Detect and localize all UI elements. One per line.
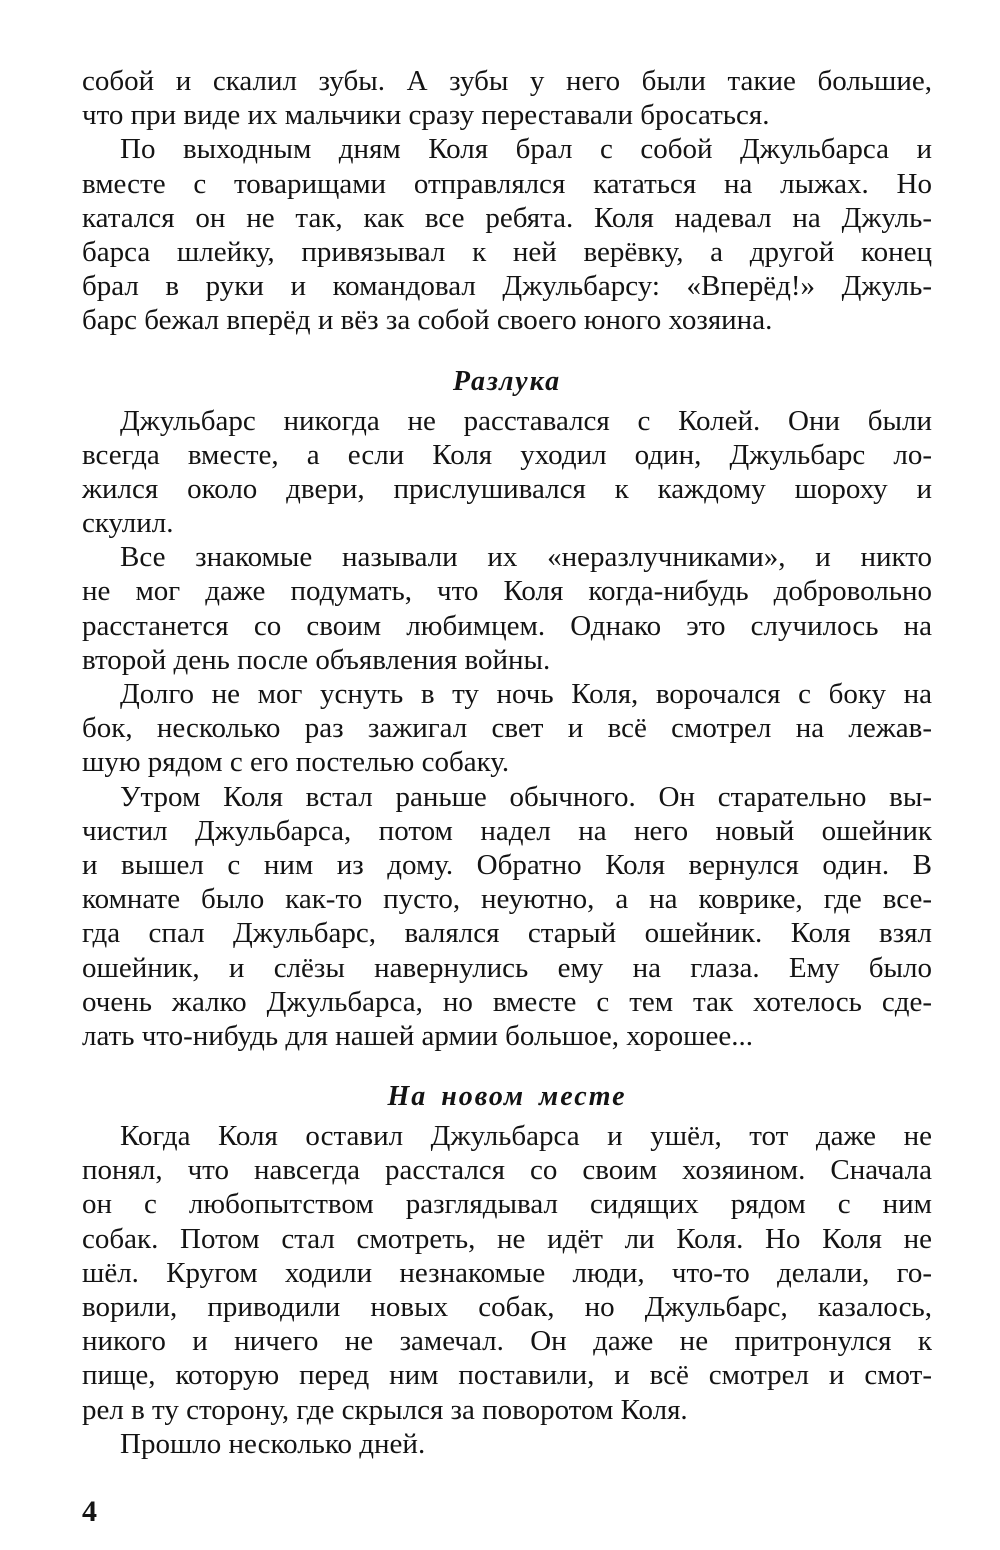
page-text <box>82 64 932 1461</box>
text-line: барс бежал вперёд и вёз за собой своего юного хозяина. <box>82 304 773 337</box>
text-line: ошейник, и слёзы навернулись ему на глаза. Ему было <box>82 951 932 984</box>
text-line: Прошло несколько дней. <box>120 1427 426 1460</box>
text-line: лать что-нибудь для нашей армии большое, хорошее... <box>82 1019 753 1052</box>
text-line: катался он не так, как все ребята. Коля надевал на Джуль- <box>82 201 932 234</box>
paragraph-days-passed <box>82 1427 932 1461</box>
text-line: Утром Коля встал раньше обычного. Он старательно вы- <box>120 780 932 813</box>
paragraph-sleepless-night <box>82 677 932 780</box>
text-line: гда спал Джульбарс, валялся старый ошейник. Коля взял <box>82 917 932 950</box>
text-line: барса шлейку, привязывал к ней верёвку, а другой конец <box>82 235 932 268</box>
text-line: не мог даже подумать, что Коля когда-нибудь добровольно <box>82 575 932 608</box>
page-number: 4 <box>82 1495 97 1528</box>
text-line: Джульбарс никогда не расставался с Колей. Они были <box>120 404 932 437</box>
text-line: собак. Потом стал смотреть, не идёт ли Коля. Но Коля не <box>82 1222 932 1255</box>
text-line: понял, что навсегда расстался со своим хозяином. Сначала <box>82 1154 932 1187</box>
text-line: бок, несколько раз зажигал свет и всё смотрел на лежав- <box>82 712 932 745</box>
text-line: жился около двери, прислушивался к каждому шороху и <box>82 472 932 505</box>
section-heading-new-place <box>82 1075 932 1119</box>
paragraph-morning <box>82 780 932 1054</box>
heading-word: На <box>387 1081 428 1113</box>
heading-word: месте <box>539 1081 627 1113</box>
text-line: пище, которую перед ним поставили, и всё смотрел и смот- <box>82 1359 932 1392</box>
text-line: расстанется со своим любимцем. Однако это случилось на <box>82 609 932 642</box>
text-line: Долго не мог уснуть в ту ночь Коля, ворочался с боку на <box>120 678 932 710</box>
text-line: По выходным дням Коля брал с собой Джульбарса и <box>120 133 932 166</box>
text-line: рел в ту сторону, где скрылся за поворотом Коля. <box>82 1393 688 1426</box>
text-line: ворили, приводили новых собак, но Джульбарс, казалось, <box>82 1291 932 1323</box>
text-line: шёл. Кругом ходили незнакомые люди, что-то делали, го- <box>82 1256 932 1289</box>
text-line: он с любопытством разглядывал сидящих рядом с ним <box>82 1188 932 1221</box>
text-line: шую рядом с его постелью собаку. <box>82 746 510 779</box>
text-line: очень жалко Джульбарса, но вместе с тем так хотелось сде- <box>82 985 932 1018</box>
text-line: что при виде их мальчики сразу переставали бросаться. <box>82 99 770 132</box>
paragraph-never-apart <box>82 404 932 541</box>
section-heading-separation: Разлука <box>452 365 562 397</box>
heading-word: новом <box>441 1081 526 1113</box>
text-line: Все знакомые называли их «неразлучниками», и никто <box>120 541 932 574</box>
text-line: вместе с товарищами отправлялся кататься на лыжах. Но <box>82 167 932 200</box>
text-line: чистил Джульбарса, потом надел на него новый ошейник <box>82 814 932 847</box>
paragraph-inseparable <box>82 540 932 677</box>
text-line: брал в руки и командовал Джульбарсу: «Вперёд!» Джуль- <box>82 270 932 303</box>
text-line: собой и скалил зубы. А зубы у него были такие большие, <box>82 65 932 97</box>
text-line: всегда вместе, а если Коля уходил один, Джульбарс ло- <box>82 438 932 471</box>
text-line: комнате было как-то пусто, неуютно, а на коврике, где все- <box>82 883 932 916</box>
text-line: скулил. <box>82 507 174 540</box>
paragraph-skiing <box>82 132 932 337</box>
text-line: никого и ничего не замечал. Он даже не притронулся к <box>82 1325 932 1358</box>
text-line: второй день после объявления войны. <box>82 643 551 676</box>
paragraph-continuation <box>82 64 932 132</box>
text-line: и вышел с ним из дому. Обратно Коля вернулся один. В <box>82 848 932 881</box>
paragraph-left-behind <box>82 1119 932 1427</box>
text-line: Когда Коля оставил Джульбарса и ушёл, тот даже не <box>120 1120 932 1153</box>
